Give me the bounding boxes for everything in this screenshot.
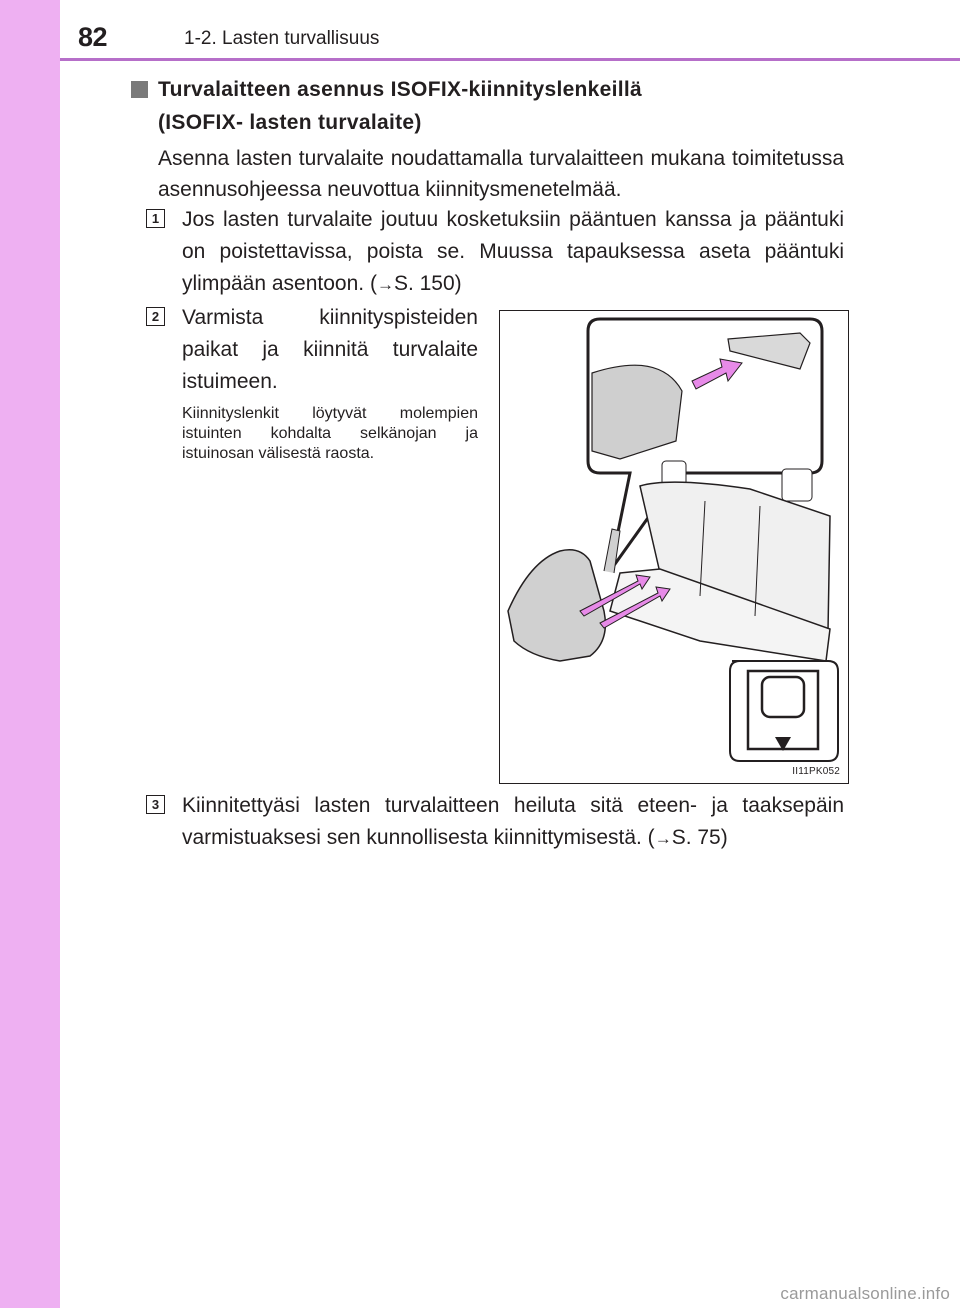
step-1-page-ref[interactable]: S. 150): [393, 272, 462, 295]
step-2-text: Varmista kiinnityspisteiden paikat ja kiinnitä turvalaite istuimeen.: [182, 306, 478, 393]
heading-bullet-icon: [131, 81, 148, 98]
step-2-number: 2: [146, 307, 165, 326]
step-1-text: [182, 204, 844, 301]
headrest-right: [782, 469, 812, 501]
step-3-number: 3: [146, 795, 165, 814]
reference-arrow-icon: →: [376, 275, 394, 294]
subsection-heading: [158, 73, 878, 139]
step-3-body: Kiinnitettyäsi lasten turvalaitteen heiluta sitä eteen- ja taaksepäin varmistuaksesi sen kunnollisesta kiinnittymisestä. (: [182, 794, 844, 849]
step-3-page-ref[interactable]: S. 75): [671, 826, 728, 849]
heading-line-2: (ISOFIX- lasten turvalaite): [158, 111, 422, 134]
heading-line-1: Turvalaitteen asennus ISOFIX-kiinnityslenkeillä: [158, 78, 643, 101]
section-title: 1-2. Lasten turvallisuus: [184, 28, 380, 49]
child-seat-latch: [604, 529, 620, 573]
isofix-illustration-drawing: [500, 311, 850, 785]
step-3-text: [182, 790, 844, 855]
step-1-number: 1: [146, 209, 165, 228]
page-number: 82: [78, 22, 108, 52]
header-rule: [60, 58, 960, 61]
isofix-seat-icon: [762, 677, 804, 717]
isofix-illustration: [499, 310, 849, 784]
watermark-site: carmanualsonline.info: [780, 1284, 950, 1303]
figure-code: II11PK052: [792, 766, 840, 777]
intro-paragraph: Asenna lasten turvalaite noudattamalla turvalaitteen mukana toimitetussa asennusohjeessa neuvottua kiinnitysmenetelmää.: [158, 147, 844, 201]
step-2-note: Kiinnityslenkit löytyvät molempien istuinten kohdalta selkänojan ja istuinosan välisestä raosta.: [182, 405, 478, 462]
reference-arrow-icon: →: [654, 829, 672, 848]
side-tab-strip: [0, 0, 60, 1308]
step-1-body: Jos lasten turvalaite joutuu kosketuksiin pääntuen kanssa ja pääntuki on poistettavissa, poista se. Muussa tapauksessa aseta pääntuki ylimpään asentoon. (: [182, 208, 844, 295]
